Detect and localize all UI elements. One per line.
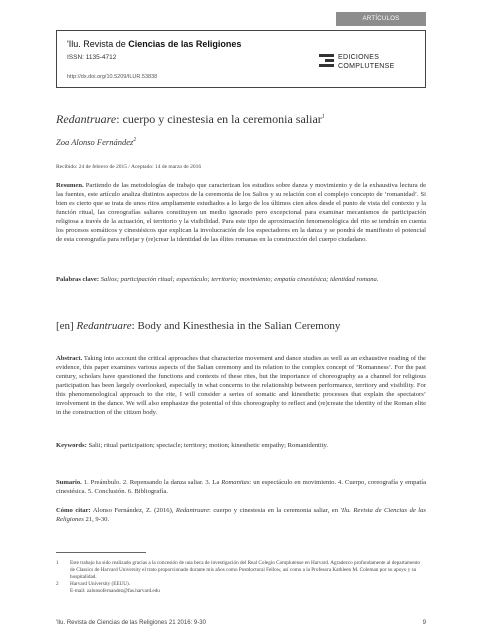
como-citar: Cómo citar: Alonso Fernández, Z. (2016), Redantruare: cuerpo y cinestesia en la ceremonia saliar, en 'Ilu. Revista de Ciencias de las Religiones 21, 9-30.: [56, 507, 427, 523]
footnote-item: 2 Harvard University (EEUU). E-mail: zalonsofernandez@fas.harvard.edu: [56, 581, 160, 594]
article-title: Redantruare: cuerpo y cinestesia en la ceremonia saliar$^1$: [56, 112, 325, 126]
palabras-clave: Palabras clave: Salios; participación ritual; espectáculo; territorio; movimiento; empatía cinestésica; identidad romana.: [56, 276, 379, 283]
journal-name: 'Ilu. Revista de Ciencias de las Religiones: [67, 39, 242, 49]
sumario: Sumario. 1. Preámbulo. 2. Repensando la danza saliar. 3. La Romanitas: un espectáculo en movimiento. 4. Cuerpo, coreografía y empatía cinestésica. 5. Conclusión. 6. Bibliografía.: [56, 479, 426, 495]
abstract: Abstract. Taking into account the critical approaches that characterize movement and dance studies as well as an exhaustive reading of the evidence, this paper examines various aspects of the Salian ceremony and its relation to the complex concept of ‘Romanness’. For the past century, scholars have questioned the functions and contexts of these rites, but the importance of choreography as a channel for religious participation has been largely overlooked, especially in what concerns to the relationship between performance, territory and visibility. For this phenomenological approach to the rite, I will consider a series of somatic and kinesthetic processes that explain the spectators’ involvement in the dance. We will also emphasize the potential of this choreography to reflect and (re)create the identity of the Roman elite in the construction of the citizen body.: [56, 355, 426, 416]
resumen: Resumen. Partiendo de las metodologías de trabajo que caracterizan los estudios sobre danza y movimiento y de la exhaustiva lectura de las fuentes, este artículo analiza distintos aspectos de la ceremonia de los Salios y su relación con el complejo concepto de ‘romanidad’. Si bien es cierto que se trata de unos ritos ampliamente estudiados a lo largo de los últimos cien años desde el punto de vista del contexto y la función ritual, las coreografías saliares constituyen un medio ignorado pero excepcional para examinar mecanismos de participación religiosa a través de la actuación, el territorio y la visibilidad. Para este tipo de aproximación fenomenológica del rito se tendrán en cuenta los procesos somáticos y cinestésicos que explican la involucración de los espectadores en la danza y se pondrá de manifiesto el potencial de esta coreografía para reflejar y (re)crear la identidad de las élites romanas en la construcción del cuerpo ciudadano.: [56, 182, 426, 243]
english-title: [en] Redantruare: Body and Kinesthesia in the Salian Ceremony: [56, 320, 341, 332]
author-email[interactable]: E-mail: zalonsofernandez@fas.harvard.edu: [70, 588, 160, 594]
publisher-logo-icon: [319, 54, 334, 70]
journal-header: [56, 30, 426, 88]
author-name: Zoa Alonso Fernández$^2$: [56, 137, 137, 147]
section-tag: ARTÍCULOS: [336, 12, 426, 26]
keywords: Keywords: Salii; ritual participation; spectacle; territory; motion; kinesthetic empathy; Romanidentity.: [56, 442, 329, 449]
page-number: 9: [422, 620, 426, 626]
issn: ISSN: 1135-4712: [67, 54, 117, 61]
received-dates: Recibido: 24 de febrero de 2015 / Aceptado: 14 de marzo de 2016: [56, 164, 202, 170]
footnote-item: 1 Este trabajo ha sido realizado gracias a la concesión de una beca de investigación del Real Colegio Complutense en Harvard. Agradezco profundamente al departamento de Classics de Harvard University el trato proporcionado durante mis años como Postdoctoral Fellow, así como a la Profesora Kathleen M. Coleman por su apoyo y su hospitalidad.: [56, 560, 421, 580]
footnote-divider: [56, 552, 146, 553]
publisher-logo: EDICIONES COMPLUTENSE: [319, 52, 419, 78]
doi-link[interactable]: http://dx.doi.org/10.5209/ILUR.53838: [67, 74, 158, 80]
footnotes: [56, 560, 426, 595]
page-footer: 'Ilu. Revista de Ciencias de las Religiones 21 2016: 9-30 9: [56, 620, 426, 626]
